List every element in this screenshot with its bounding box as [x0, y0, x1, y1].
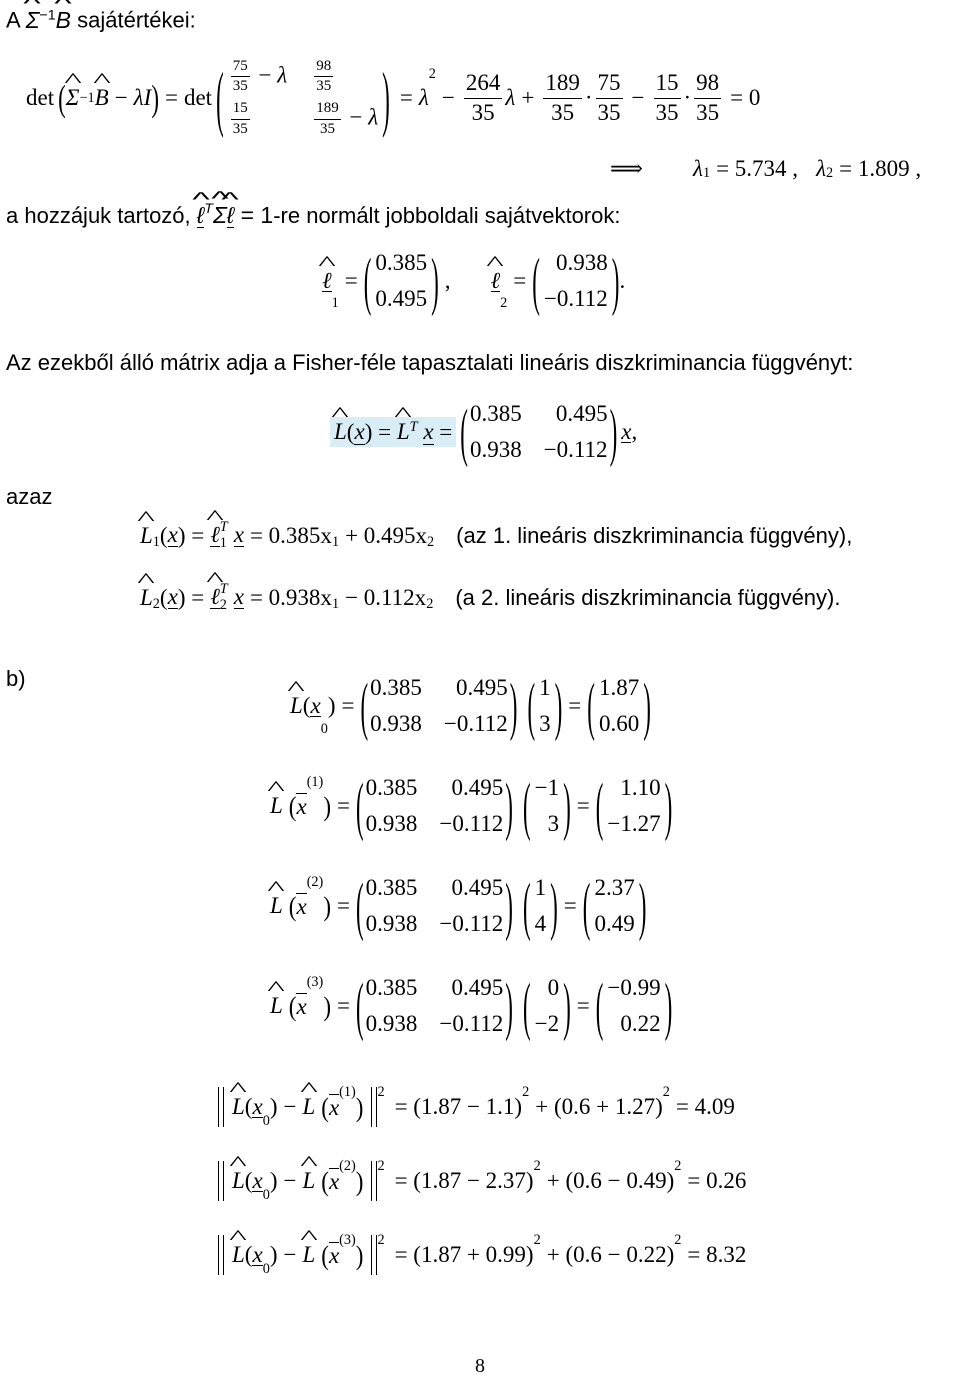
norm-bar-left	[218, 1235, 224, 1275]
fisher-matrix-equation: ^ L(x) = ^ $L^T$ x = ( 0.385 0.495 0.938 −0.112 ) x ,	[330, 400, 637, 464]
input-vector: 1 3	[539, 675, 551, 736]
l1-definition: ^ L $_1$ ( x ) = ^ ℓ T 1 x = 0.385x $_1$ + 0.495x $_2$ (az 1. lineáris diszkriminancia függvény),	[140, 520, 852, 551]
x-bar: x	[296, 893, 307, 919]
part-b-label: b)	[6, 666, 26, 691]
result-vector: 2.37 0.49	[594, 875, 635, 936]
norm-row-1: ^ L ( x $_0$ ) − ^ L ( x $^{(2)}$ ) $^2$ = (1.87 − 2.37) $^2$ + (0.6 − 0.49) $^2$ = 0.26	[218, 1158, 746, 1204]
coef-matrix: 0.385 0.495 0.938 −0.112	[365, 975, 504, 1036]
eval-row-2: ^ L ( x (2) ) = ( 0.385 0.495 0.938 −0.112 ) ( 1 4 ) = ( 2.37 0.49 )	[270, 874, 646, 938]
page-number: 8	[475, 1355, 485, 1377]
eval-row-0: ^ L ( x 0 ) = ( 0.385 0.495 0.938 −0.112 ) ( 1 3 ) = ( 1.87 0.60 )	[290, 674, 651, 738]
determinant-equation: det ( ^ Σ −1 ^ B − λ I ) = det ( $\frac{75}{35}$ − λ $\frac{98}{35}$ $\frac{15}{35}$ $\frac{189}{35}$ − λ ) = λ 2 − $\frac{264}{35}$ λ + $\frac{189}{35}$ · $\frac{75}{35}$ − $\frac{15}{35}$ · $\frac{98}{35}$ = 0	[26, 66, 760, 130]
result-vector: −0.99 0.22	[607, 975, 661, 1036]
x-bar: x	[296, 993, 307, 1019]
eval-row-3: ^ L ( x (3) ) = ( 0.385 0.495 0.938 −0.112 ) ( 0 −2 ) = ( −0.99 0.22 )	[270, 974, 672, 1038]
intro-line: A ^ $\Sigma^{-1}\^{}$ B sajátértékei:	[6, 8, 196, 32]
eigenvectors: ^ ℓ 1 = ( 0.385 0.495 ) , ^ ℓ 2 = ( 0.938 −0.112 ) .	[322, 250, 625, 312]
highlighted-expression: ^ L(x) = ^ $L^T$ x =	[330, 417, 456, 448]
b-hat: ^ B	[56, 9, 71, 32]
eval-row-1: ^ L ( x (1) ) = ( 0.385 0.495 0.938 −0.112 ) ( −1 3 ) = ( 1.10 −1.27 )	[270, 774, 672, 838]
eigenvalue-results: ⟹ λ 1 = 5.734 , λ 2 = 1.809 ,	[610, 156, 922, 181]
result-vector: 1.10 −1.27	[607, 775, 661, 836]
norm-bar-left	[218, 1087, 224, 1127]
l-hat: ^ L	[290, 693, 303, 719]
azaz-label: azaz	[6, 484, 53, 509]
norm-row-2: ^ L ( x $_0$ ) − ^ L ( x $^{(3)}$ ) $^2$ = (1.87 + 0.99) $^2$ + (0.6 − 0.22) $^2$ = 8.32	[218, 1232, 746, 1278]
coef-matrix: 0.385 0.495 0.938 −0.112	[370, 675, 508, 736]
norm-bar-left	[218, 1161, 224, 1201]
result-vector: 1.87 0.60	[598, 675, 640, 736]
normalization-line: a hozzájuk tartozó, ^ ℓ$^T$^ Σ^ ℓ = 1-re normált jobboldali sajátvektorok:	[6, 202, 620, 228]
coef-matrix: 0.385 0.495 0.938 −0.112	[365, 775, 504, 836]
l-hat: ^ L	[270, 993, 283, 1019]
coef-matrix: 0.385 0.495 0.938 −0.112	[365, 875, 504, 936]
input-vector: 1 4	[534, 875, 547, 936]
input-vector: −1 3	[534, 775, 560, 836]
x-bar: x	[296, 793, 307, 819]
norm-row-0: ^ L ( x $_0$ ) − ^ L ( x $^{(1)}$ ) $^2$ = (1.87 − 1.1) $^2$ + (0.6 + 1.27) $^2$ = 4.09	[218, 1084, 735, 1130]
l-hat: ^ L	[270, 793, 283, 819]
input-vector: 0 −2	[534, 975, 560, 1036]
lambda-matrix: $\frac{75}{35}$ − λ $\frac{98}{35}$ $\frac{15}{35}$ $\frac{189}{35}$ − λ	[232, 57, 379, 137]
l2-definition: ^ L $_2$ ( x ) = ^ ℓ T 2 x = 0.938x $_1$ − 0.112x $_2$ (a 2. lineáris diszkriminancia függvény).	[140, 582, 840, 613]
l-hat: ^ L	[270, 893, 283, 919]
sigma-hat: ^ Σ	[26, 9, 40, 32]
x-vector: x	[310, 692, 321, 718]
fisher-sentence: Az ezekből álló mátrix adja a Fisher-féle tapasztalati lineáris diszkriminancia függvényt:	[6, 350, 854, 375]
